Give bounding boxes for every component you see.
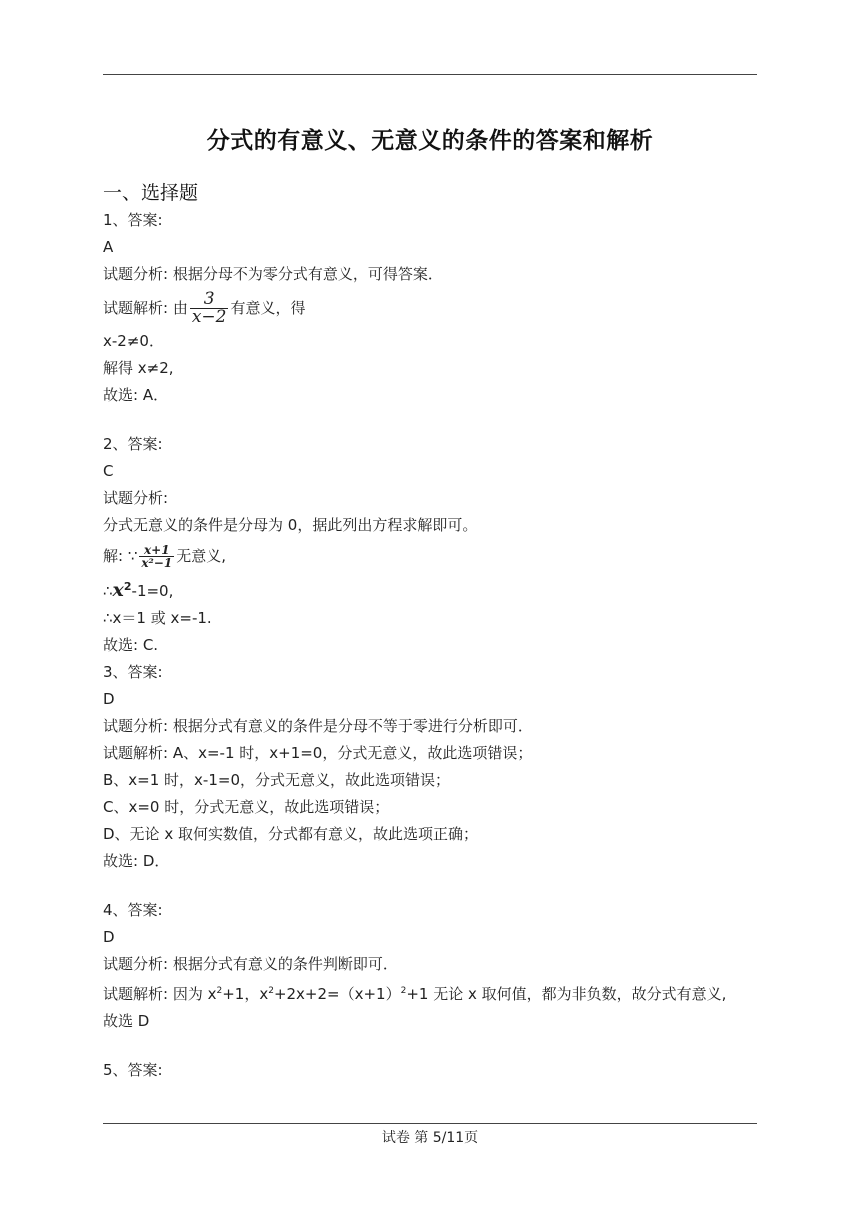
q3-label: 3、答案: <box>103 663 163 681</box>
q4-label: 4、答案: <box>103 901 163 919</box>
q4-sol-part3: +2x+2=（x+1） <box>273 985 401 1003</box>
q2-solve-prefix: 解: ∵ <box>103 547 138 565</box>
question-5 <box>103 1057 759 1084</box>
page-footer: 试卷 第 5/11页 <box>381 1130 479 1146</box>
q4-solution <box>103 978 759 1008</box>
q1-label: 1、答案: <box>103 211 163 229</box>
q2-analysis: 分式无意义的条件是分母为 0，据此列出方程求解即可。 <box>103 516 478 534</box>
q4-sol-sup1: 2 <box>216 986 223 996</box>
q3-choice: 故选: D． <box>103 852 170 870</box>
section-heading: 一、选择题 <box>103 182 199 204</box>
q2-answer: C <box>103 462 114 480</box>
q1-step2: 解得 x≠2, <box>103 359 174 377</box>
q4-choice: 故选 D <box>103 1012 150 1030</box>
q4-sol-sup2: 2 <box>268 986 274 996</box>
q2-solve-suffix: 无意义, <box>176 547 226 565</box>
question-2 <box>103 431 759 659</box>
question-3 <box>103 659 759 875</box>
q2-analysis-label: 试题分析: <box>103 489 169 507</box>
q2-eq-prefix: ∴ <box>103 582 113 600</box>
q2-fraction-denominator: x²−1 <box>141 556 173 570</box>
q1-step1: x-2≠0． <box>103 332 164 350</box>
q3-line-d: D、无论 x 取何实数值，分式都有意义，故此选项正确； <box>103 825 478 843</box>
q4-sol-part2: +1，x <box>222 985 269 1003</box>
q3-answer: D <box>103 690 115 708</box>
document-title: 分式的有意义、无意义的条件的答案和解析 <box>206 128 654 154</box>
q3-analysis: 试题分析: 根据分式有意义的条件是分母不等于零进行分析即可． <box>103 717 533 735</box>
q2-solve <box>103 539 759 573</box>
q1-fraction-numerator: 3 <box>190 291 229 309</box>
q2-choice: 故选: C. <box>103 636 159 654</box>
q3-line-c: C、x=0 时，分式无意义，故此选项错误； <box>103 798 390 816</box>
q1-choice: 故选: A． <box>103 386 169 404</box>
q4-analysis: 试题分析: 根据分式有意义的条件判断即可． <box>103 955 398 973</box>
q2-result: ∴x＝1 或 x=-1. <box>103 609 212 627</box>
q2-fraction <box>139 544 174 569</box>
q1-fraction-denominator: x−2 <box>191 307 227 327</box>
q1-solution-prefix: 试题解析: 由 <box>103 299 188 317</box>
question-4 <box>103 897 759 1035</box>
q1-solution <box>103 288 759 328</box>
q2-eq-suffix: -1=0, <box>131 582 174 600</box>
q2-equation <box>103 573 759 605</box>
q2-label: 2、答案: <box>103 435 163 453</box>
q1-analysis: 试题分析: 根据分母不为零分式有意义，可得答案． <box>103 265 443 283</box>
question-1 <box>103 207 759 409</box>
q1-answer: A <box>103 238 114 256</box>
q3-line-a: 试题解析: A、x=-1 时，x+1=0，分式无意义，故此选项错误； <box>103 744 533 762</box>
q2-eq-variable: x <box>112 579 124 601</box>
q4-answer: D <box>103 928 115 946</box>
q1-solution-suffix: 有意义，得 <box>230 299 306 317</box>
q4-sol-part1: 试题解析: 因为 x <box>103 985 217 1003</box>
document-body <box>103 207 759 1084</box>
q1-fraction <box>190 291 229 326</box>
q3-line-b: B、x=1 时，x-1=0，分式无意义，故此选项错误； <box>103 771 450 789</box>
footer-rule <box>103 1123 757 1124</box>
q5-label: 5、答案: <box>103 1061 163 1079</box>
q2-eq-exponent: 2 <box>123 580 132 593</box>
q4-sol-part4: +1 无论 x 取何值，都为非负数，故分式有意义, <box>406 985 727 1003</box>
header-rule <box>103 74 757 75</box>
q4-sol-sup3: 2 <box>400 986 407 996</box>
q2-fraction-numerator: x+1 <box>139 544 174 557</box>
